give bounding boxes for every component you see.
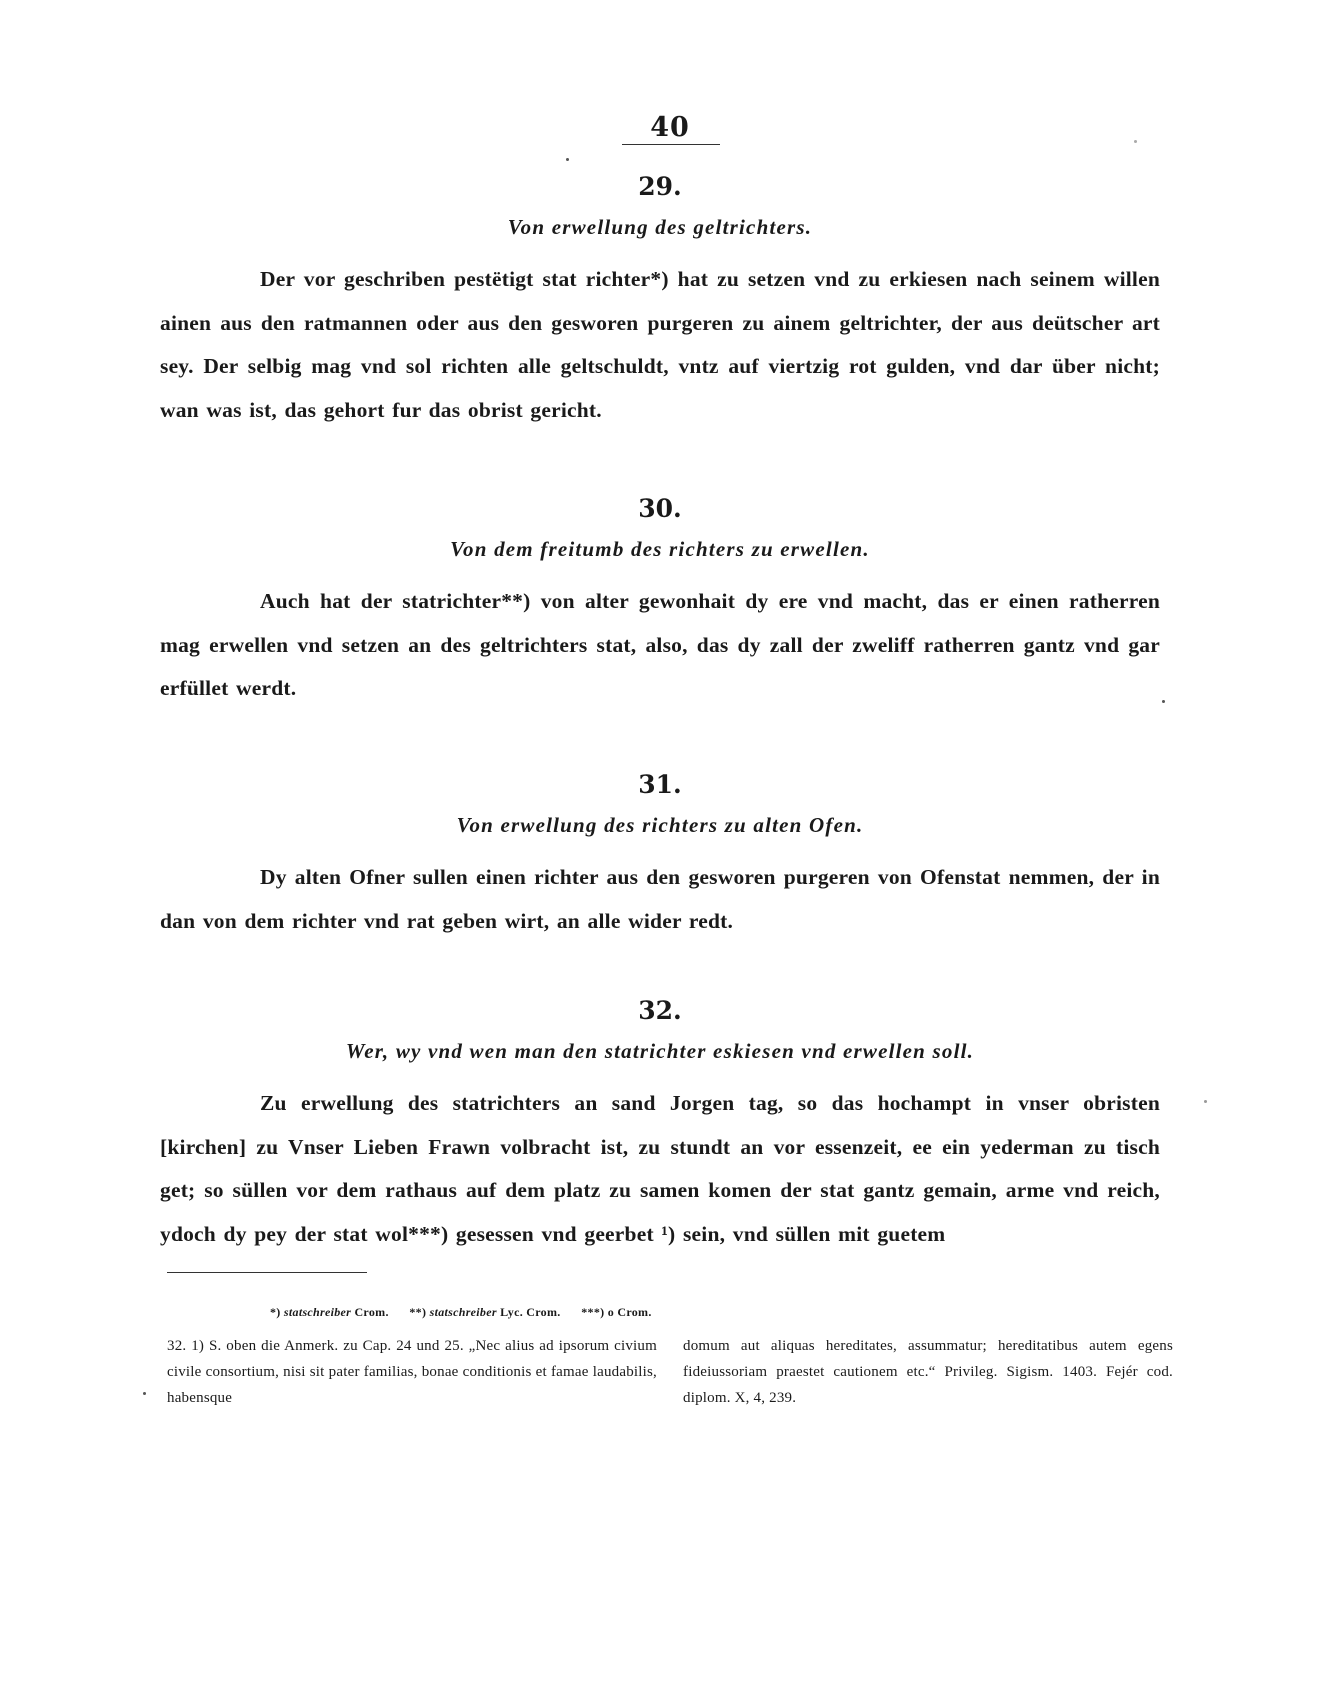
section-title: Wer, wy vnd wen man den statrichter eskiesen vnd erwellen soll. — [345, 1039, 975, 1063]
footnote-mark: *) — [270, 1305, 281, 1319]
footnote-mark: **) — [409, 1305, 427, 1319]
footnote-text: statschreiber — [283, 1305, 352, 1319]
variant-footnotes — [270, 1305, 652, 1320]
section-body: Auch hat der statrichter**) von alter gewonhait dy ere vnd macht, das er einen ratherren mag erwellen vnd setzen an des geltrichters stat, also, das dy zall der zweliff ratherren gantz vnd gar erfüllet werdt. — [160, 589, 1160, 700]
footnote-text: statschreiber — [429, 1305, 497, 1319]
footnote-text: o — [607, 1305, 615, 1319]
scan-speck — [143, 1392, 146, 1395]
page-number-rule — [622, 144, 720, 145]
page-number: 40 — [650, 112, 690, 143]
scan-speck — [1134, 140, 1137, 143]
section-title: Von dem freitumb des richters zu erwellen. — [450, 537, 870, 561]
section-31 — [160, 770, 1160, 943]
scan-speck — [1204, 1100, 1207, 1103]
section-body: Der vor geschriben pestëtigt stat richter*) hat zu setzen vnd zu erkiesen nach seinem willen ainen aus den ratmannen oder aus den gesworen purgeren zu ainem geltrichter, der aus deütscher art sey. Der selbig mag vnd sol richten alle geltschuldt, vntz auf viertzig rot gulden, vnd dar über nicht; wan was ist, das gehort fur das obrist gericht. — [160, 267, 1160, 422]
editorial-note-right: domum aut aliquas hereditates, assummatur; hereditatibus autem egens fideiussoriam praestet cautionem etc.“ Privileg. Sigism. 1403. Fejér cod. diplom. X, 4, 239. — [683, 1338, 1173, 1406]
section-number: 32. — [638, 996, 682, 1025]
footnote-source: Crom. — [617, 1305, 652, 1319]
scan-speck — [1162, 700, 1165, 703]
footnote-source: Lyc. Crom. — [500, 1305, 561, 1319]
section-body: Zu erwellung des statrichters an sand Jorgen tag, so das hochampt in vnser obristen [kirchen] zu Vnser Lieben Frawn volbracht ist, zu stundt an vor essenzeit, ee ein yederman zu tisch get; so süllen vor dem rathaus auf dem platz zu samen komen der stat gantz gemain, arme vnd reich, ydoch dy pey der stat wol***) gesessen vnd geerbet ¹) sein, vnd süllen mit guetem — [160, 1091, 1160, 1246]
section-29 — [160, 172, 1160, 432]
section-number: 29. — [638, 172, 682, 201]
section-body: Dy alten Ofner sullen einen richter aus den gesworen purgeren von Ofenstat nemmen, der in dan von dem richter vnd rat geben wirt, an alle wider redt. — [160, 865, 1160, 933]
section-30 — [160, 494, 1160, 711]
editorial-note-left: 32. 1) S. oben die Anmerk. zu Cap. 24 und 25. „Nec alius ad ipsorum civium civile consortium, nisi sit pater familias, bonae conditionis et famae laudabilis, habensque — [167, 1338, 657, 1406]
footnote-source: Crom. — [354, 1305, 389, 1319]
footnote-rule — [167, 1272, 367, 1273]
section-32 — [160, 996, 1160, 1256]
section-title: Von erwellung des richters zu alten Ofen. — [456, 813, 864, 837]
section-number: 31. — [638, 770, 682, 799]
section-number: 30. — [638, 494, 682, 523]
footnote-mark: ***) — [581, 1305, 605, 1319]
section-title: Von erwellung des geltrichters. — [507, 215, 813, 239]
scan-speck — [566, 158, 569, 161]
